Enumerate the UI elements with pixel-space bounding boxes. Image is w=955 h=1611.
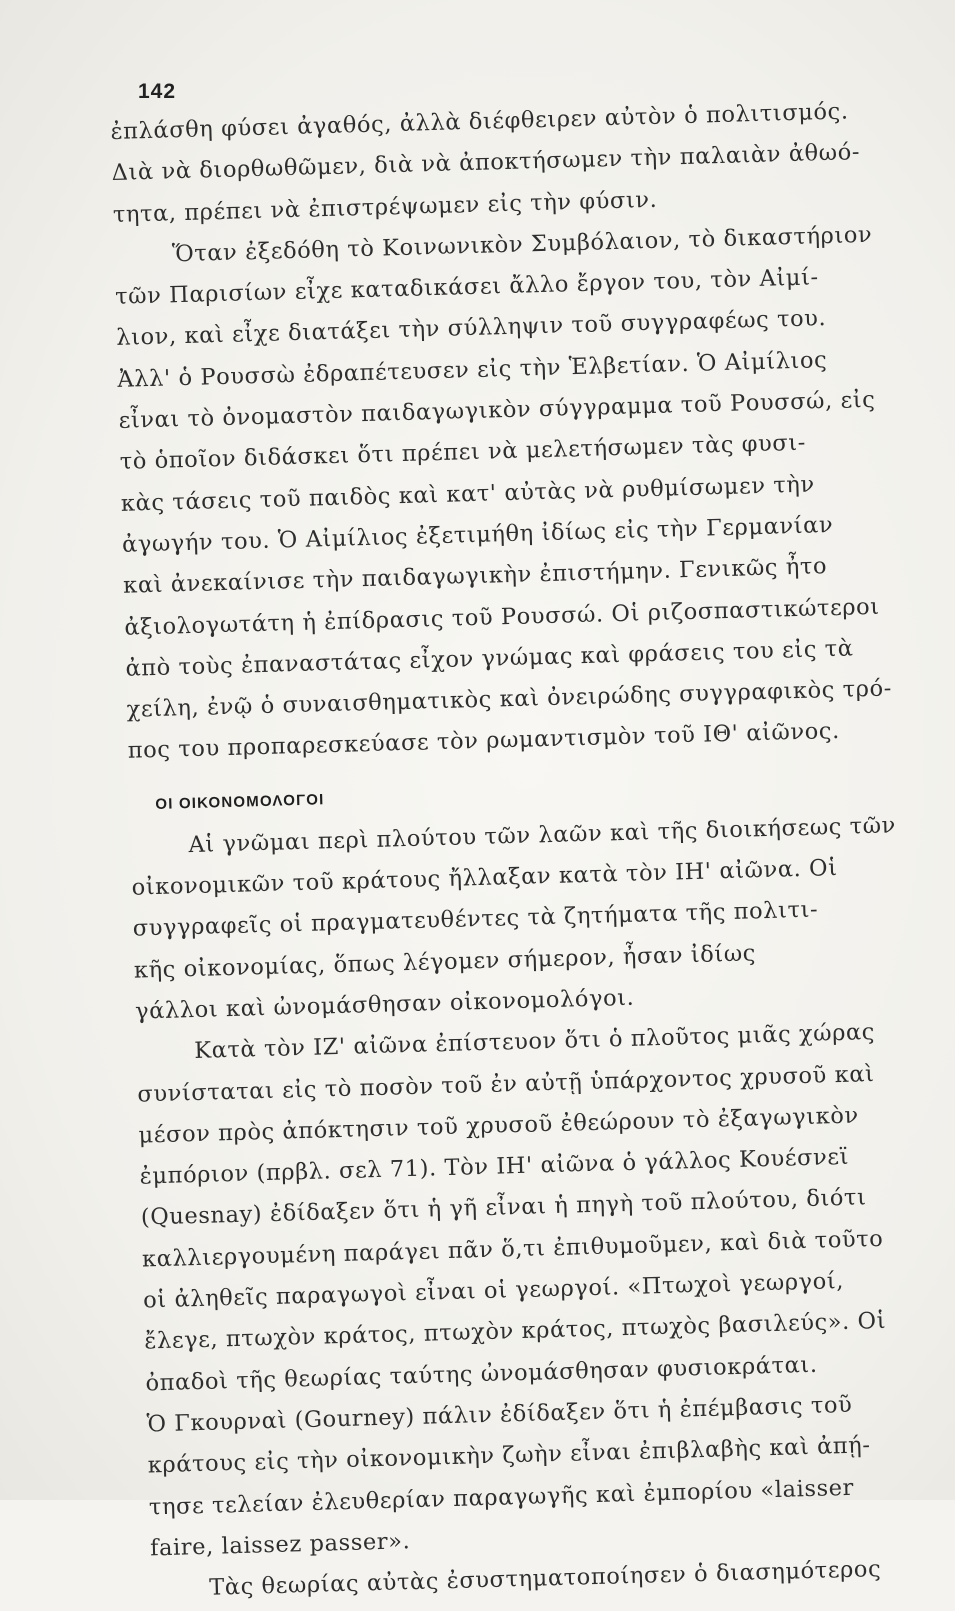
text-line: ἐπλάσθη φύσει ἀγαθός, ἀλλὰ διέφθειρεν αὐτὸν ὁ πολιτισμός. [110, 98, 849, 145]
text-line: ἔλεγε, πτωχὸν κράτος, πτωχὸν κράτος, πτωχὸς βασιλεύς». Οἱ [143, 1308, 887, 1355]
text-line: Αἱ γνῶμαι περὶ πλούτου τῶν λαῶν καὶ τῆς διοικήσεως τῶν [188, 812, 897, 858]
text-line: ἀγωγήν του. Ὁ Αἰμίλιος ἐξετιμήθη ἰδίως εἰς τὴν Γερμανίαν [121, 511, 834, 558]
text-line: (Quesnay) ἐδίδαξεν ὅτι ἡ γῆ εἶναι ἡ πηγὴ τοῦ πλούτου, διότι [140, 1184, 867, 1231]
body-text [110, 91, 922, 1611]
text-line: καὶ ἀνεκαίνισε τὴν παιδαγωγικὴν ἐπιστήμην. Γενικῶς ἦτο [122, 553, 828, 600]
text-line: Κατὰ τὸν ΙΖ' αἰῶνα ἐπίστευον ὅτι ὁ πλοῦτος μιᾶς χώρας [193, 1019, 876, 1065]
text-line: ἀπὸ τοὺς ἐπαναστάτας εἶχον γνώμας καὶ φράσεις του εἰς τὰ [125, 635, 854, 682]
text-line: χείλη, ἐνῷ ὁ συναισθηματικὸς καὶ ὀνειρώδης συγγραφικὸς τρό- [126, 675, 893, 723]
text-line: γάλλοι καὶ ὠνομάσθησαν οἰκονομολόγοι. [134, 984, 635, 1025]
text-line: καλλιεργουμένη παράγει πᾶν ὅ,τι ἐπιθυμοῦμεν, καὶ διὰ τοῦτο [141, 1225, 884, 1273]
text-line: faire, laissez passer». [149, 1527, 411, 1562]
text-line: οἱ ἀληθεῖς παραγωγοὶ εἶναι οἱ γεωργοί. «Πτωχοὶ γεωργοί, [142, 1267, 845, 1314]
text-line: τητα, πρέπει νὰ ἐπιστρέψωμεν εἰς τὴν φύσιν. [112, 186, 658, 228]
text-line: πος του προπαρεσκεύασε τὸν ρωμαντισμὸν τοῦ ΙΘ' αἰῶνος. [127, 718, 841, 765]
text-line: οἰκονομικῶν τοῦ κράτους ἤλλαξαν κατὰ τὸν ΙΗ' αἰῶνα. Οἱ [131, 855, 838, 901]
text-line: Τὰς θεωρίας αὐτὰς ἐσυστηματοποίησεν ὁ διασημότερος [208, 1556, 882, 1601]
text-line: ὀπαδοὶ τῆς θεωρίας ταύτης ὠνομάσθησαν φυσιοκράται. [145, 1351, 818, 1397]
text-line: τησε τελείαν ἐλευθερίαν παραγωγῆς καὶ ἐμπορίου «laisser [148, 1474, 855, 1520]
text-line: μέσον πρὸς ἀπόκτησιν τοῦ χρυσοῦ ἐθεώρουν τὸ ἐξαγωγικὸν [138, 1102, 860, 1149]
page-number: 142 [138, 80, 177, 103]
text-line: Ὁ Γκουρναὶ (Gourney) πάλιν ἐδίδαξεν ὅτι ἡ ἐπέμβασις τοῦ [146, 1391, 853, 1438]
text-line: κῆς οἰκονομίας, ὅπως λέγομεν σήμερον, ἦσαν ἰδίως [133, 939, 757, 984]
text-line: συνίσταται εἰς τὸ ποσὸν τοῦ ἐν αὐτῇ ὑπάρχοντος χρυσοῦ καὶ [137, 1060, 875, 1108]
text-line: ἀξιολογωτάτη ἡ ἐπίδρασις τοῦ Ρουσσώ. Οἱ ριζοσπαστικώτεροι [124, 593, 881, 641]
text-line: κὰς τάσεις τοῦ παιδὸς καὶ κατ' αὐτὰς νὰ ρυθμίσωμεν τὴν [120, 471, 816, 517]
section-heading: ΟΙ ΟΙΚΟΝΟΜΟΛΟΓΟΙ [155, 791, 325, 813]
text-line: Ὅταν ἐξεδόθη τὸ Κοινωνικὸν Συμβόλαιον, τὸ δικαστήριον [171, 221, 873, 268]
text-line: Διὰ νὰ διορθωθῶμεν, διὰ νὰ ἀποκτήσωμεν τὴν παλαιὰν ἀθωό- [111, 139, 861, 187]
text-line: τῶν Παρισίων εἶχε καταδικάσει ἄλλο ἔργον του, τὸν Αἰμί- [114, 264, 820, 311]
text-line: τὸ ὁποῖον διδάσκει ὅτι πρέπει νὰ μελετήσωμεν τὰς φυσι- [119, 430, 807, 476]
text-line: Ἀλλ' ὁ Ρουσσὼ ἐδραπέτευσεν εἰς τὴν Ἑλβετίαν. Ὁ Αἰμίλιος [117, 346, 828, 393]
text-line: εἶναι τὸ ὀνομαστὸν παιδαγωγικὸν σύγγραμμα τοῦ Ρουσσώ, εἰς [118, 386, 876, 434]
text-line: κράτους εἰς τὴν οἰκονομικὴν ζωὴν εἶναι ἐπιβλαβὴς καὶ ἀπῄ- [147, 1432, 871, 1479]
text-line: ἐμπόριον (πρβλ. σελ 71). Τὸν ΙΗ' αἰῶνα ὁ γάλλος Κουέσνεϊ [139, 1143, 850, 1190]
text-line: λιον, καὶ εἶχε διατάξει τὴν σύλληψιν τοῦ συγγραφέως του. [115, 305, 827, 352]
text-line: συγγραφεῖς οἱ πραγματευθέντες τὰ ζητήματα τῆς πολιτι- [132, 896, 819, 943]
